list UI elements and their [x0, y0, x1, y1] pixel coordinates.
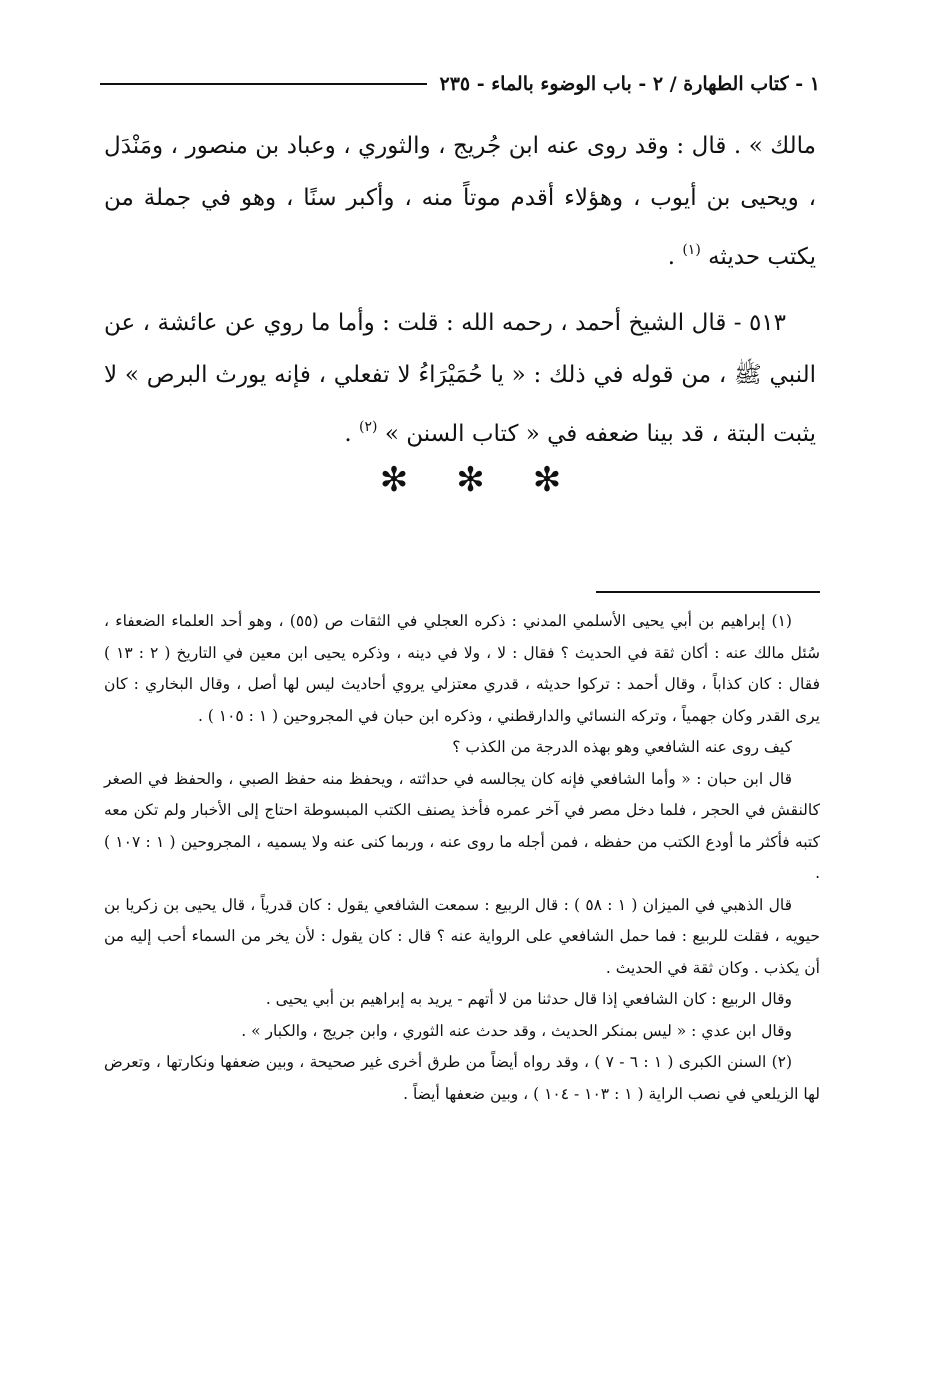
- paragraph-continuation: [104, 120, 816, 283]
- paragraph-end: .: [667, 244, 683, 270]
- footnote-1-question: كيف روى عنه الشافعي وهو بهذه الدرجة من الكذب ؟: [452, 738, 792, 756]
- page-title: ١ - كتاب الطهارة / ٢ - باب الوضوء بالماء - ٢٣٥: [439, 73, 820, 95]
- section-divider: ✻✻✻: [379, 460, 610, 500]
- footnote-rule: [596, 591, 820, 593]
- header-rule: [100, 83, 427, 85]
- paragraph-text: مالك » . قال : وقد روى عنه ابن جُريج ، والثوري ، وعباد بن منصور ، ومَنْدَل ، ويحيى بن أيوب ، وهؤلاء أقدم موتاً منه ، وأكبر سنًا ، وهو في جملة من يكتب حديثه: [104, 133, 816, 270]
- footnote-1-rabi: وقال الربيع : كان الشافعي إذا قال حدثنا من لا أتهم - يريد به إبراهيم بن أبي يحيى .: [265, 990, 792, 1008]
- footnote-ref-1[interactable]: (١): [682, 242, 701, 258]
- footnotes: [104, 606, 820, 1110]
- footnote-2: (٢) السنن الكبرى ( ١ : ٦ - ٧ ) ، وقد رواه أيضاً من طرق أخرى غير صحيحة ، وبين ضعفها ونكارتها ، وتعرض لها الزيلعي في نصب الراية ( ١ : ١٠٣ - ١٠٤ ) ، وبين ضعفها أيضاً .: [104, 1053, 820, 1103]
- paragraph-end: .: [344, 421, 360, 447]
- paragraph-text: ٥١٣ - قال الشيخ أحمد ، رحمه الله : قلت : وأما ما روي عن عائشة ، عن النبي ﷺ ، من قوله في ذلك : « يا حُمَيْرَاءُ لا تفعلي ، فإنه يورث البرص » لا يثبت البتة ، قد بينا ضعفه في « كتاب السنن »: [104, 310, 816, 447]
- running-header: [100, 64, 820, 104]
- footnote-1-ibn-adi: وقال ابن عدي : « ليس بمنكر الحديث ، وقد حدث عنه الثوري ، وابن جريج ، والكبار » .: [241, 1021, 792, 1040]
- footnote-1-dhahabi: قال الذهبي في الميزان ( ١ : ٥٨ ) : قال الربيع : سمعت الشافعي يقول : كان قدرياً ، قال يحيى بن زكريا بن حيويه ، فقلت للربيع : فما حمل الشافعي على الرواية عنه ؟ قال : كان يقول : لأن يخر من السماء أحب إليه من أن يكذب . وكان ثقة في الحديث .: [104, 895, 820, 977]
- footnote-1: (١) إبراهيم بن أبي يحيى الأسلمي المدني : ذكره العجلي في الثقات ص (٥٥) ، وهو أحد العلماء الضعفاء ، سُئل مالك عنه : أكان ثقة في الحديث ؟ فقال : لا ، ولا في دينه ، وذكره يحيى ابن معين في التاريخ ( ٢ : ١٣ ) فقال : كان كذاباً ، وقال أحمد : تركوا حديثه ، قدري معتزلي يروي أحاديث ليس لها أصل ، وقال البخاري : كان يرى القدر وكان جهمياً ، وتركه النسائي والدارقطني ، وذكره ابن حبان في المجروحين ( ١ : ١٠٥ ) .: [104, 612, 820, 725]
- paragraph-513: [104, 297, 816, 460]
- main-text: [104, 120, 816, 460]
- footnote-ref-2[interactable]: (٢): [359, 419, 378, 435]
- footnote-1-ibn-hibban: قال ابن حبان : « وأما الشافعي فإنه كان يجالسه في حداثته ، ويحفظ منه حفظ الصبي ، والحفظ في الصغر كالنقش في الحجر ، فلما دخل مصر في آخر عمره فأخذ يصنف الكتب المبسوطة احتاج إلى الأخبار ولم تكن معه كتبه فأكثر ما أودع الكتب من حفظه ، فمن أجله ما روى عنه ، وربما كنى عنه ولا يسميه ، المجروحين ( ١ : ١٠٧ ) .: [104, 769, 820, 882]
